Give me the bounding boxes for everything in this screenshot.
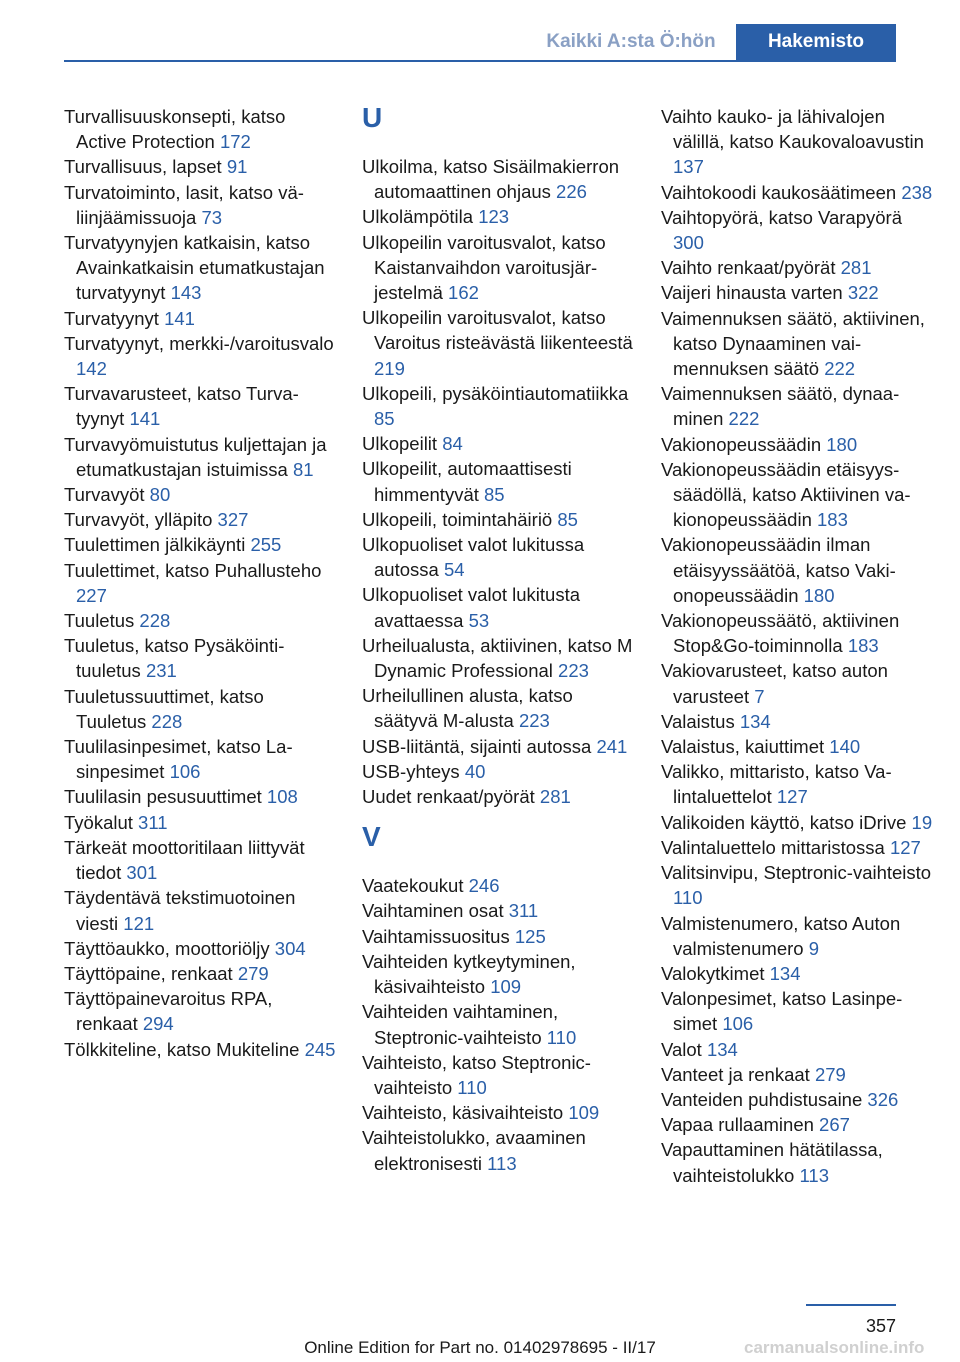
index-entry <box>362 949 636 999</box>
index-entry-text: Tuuletussuuttimet, katso Tuuletus <box>64 685 264 732</box>
index-entry-text: Vakionopeussäätö, aktiivinen Stop&Go-toiminnolla <box>661 610 900 657</box>
index-entry <box>661 911 935 961</box>
index-entry-text: Vaihtokoodi kaukosäätimeen <box>661 181 897 203</box>
index-entry <box>362 784 636 809</box>
page-reference-link[interactable]: 227 <box>76 584 107 606</box>
page-reference-link[interactable]: 304 <box>274 937 306 959</box>
index-entry <box>362 1050 636 1100</box>
page-reference-link[interactable]: 134 <box>706 1038 738 1060</box>
index-entry <box>661 1112 935 1137</box>
index-entry-text: Vakionopeussäädin <box>661 433 822 455</box>
index-entry <box>64 482 338 507</box>
index-entry-text: Vakionopeussäädin ilman etäisyyssäätöä, katso Vakionopeussäädin <box>661 534 896 606</box>
page-reference-link[interactable]: 109 <box>568 1102 600 1124</box>
page-reference-link[interactable]: 228 <box>139 610 171 632</box>
page-reference-link[interactable]: 183 <box>847 635 879 657</box>
page-reference-link[interactable]: 141 <box>129 408 161 430</box>
index-entry <box>362 230 636 306</box>
section-tab[interactable]: Kaikki A:sta Ö:hön <box>546 31 716 52</box>
page-reference-link[interactable]: 127 <box>776 786 808 808</box>
page-reference-link[interactable]: 162 <box>448 282 479 304</box>
index-entry <box>64 154 338 179</box>
page-reference-link[interactable]: 113 <box>799 1164 829 1186</box>
index-entry-text: Työkalut <box>64 811 133 833</box>
index-entry-text: USB-yhteys <box>362 760 460 782</box>
page-reference-link[interactable]: 110 <box>457 1076 487 1098</box>
index-entry <box>661 709 935 734</box>
page-reference-link[interactable]: 134 <box>769 962 801 984</box>
index-entry <box>362 204 636 229</box>
index-entry <box>362 734 636 759</box>
page-reference-link[interactable]: 223 <box>518 710 550 732</box>
index-column-1 <box>64 104 338 1062</box>
index-entry-text: Vaihto kauko- ja lähivalojen välillä, katso Kaukovaloavustin <box>661 106 924 153</box>
index-entry-text: Ulkopuoliset valot lukitusta avattaessa <box>362 584 580 631</box>
index-entry <box>661 961 935 986</box>
page-reference-link[interactable]: 121 <box>123 912 155 934</box>
index-entry <box>661 306 935 382</box>
index-entry-text: Turvatoiminto, lasit, katso väliinjäämissuoja <box>64 181 304 228</box>
index-entry <box>362 381 636 431</box>
page-reference-link[interactable]: 109 <box>490 976 522 998</box>
page-reference-link[interactable]: 294 <box>142 1013 174 1035</box>
page-reference-link[interactable]: 279 <box>814 1063 846 1085</box>
index-entry-text: Täydentävä tekstimuotoinen viesti <box>64 887 296 934</box>
index-entry <box>362 898 636 923</box>
index-entry <box>362 582 636 632</box>
index-entry-text: Ulkopeilit <box>362 433 438 455</box>
index-entry-text: Ulkopeilit, automaattisesti himmentyvät <box>362 458 572 505</box>
index-entry <box>64 986 338 1036</box>
index-entry <box>64 961 338 986</box>
page-reference-link[interactable]: 279 <box>237 962 269 984</box>
index-entry-text: Valikko, mittaristo, katso Valintaluettelot <box>661 761 892 808</box>
page-reference-link[interactable]: 85 <box>557 508 578 530</box>
page-reference-link[interactable]: 180 <box>803 584 835 606</box>
index-entry <box>64 936 338 961</box>
index-entry <box>661 457 935 533</box>
index-entry <box>661 1087 935 1112</box>
page-number: 357 <box>865 1316 896 1336</box>
index-entry-text: Turvatyynyjen katkaisin, katso Avainkatkaisin etumatkustajan turvatyynyt <box>64 232 325 304</box>
index-entry <box>661 205 935 255</box>
index-entry-text: Valikoiden käyttö, katso iDrive <box>661 811 907 833</box>
page-reference-link[interactable]: 246 <box>468 875 500 897</box>
index-entry-text: Vaihto renkaat/pyörät <box>661 257 836 279</box>
index-entry-text: Vaihtopyörä, katso Varapyörä <box>661 206 902 228</box>
index-entry-text: Tuulilasin pesusuuttimet <box>64 786 262 808</box>
index-entry <box>64 1037 338 1062</box>
page-reference-link[interactable]: 85 <box>374 408 395 430</box>
page-reference-link[interactable]: 9 <box>808 937 820 959</box>
page-reference-link[interactable]: 40 <box>464 760 486 782</box>
index-entry <box>661 1037 935 1062</box>
index-entry <box>64 507 338 532</box>
index-entry <box>64 734 338 784</box>
index-entry-text: Vakionopeussäädin etäisyyssäädöllä, katso Aktiivinen vakionopeussäädin <box>661 458 911 531</box>
index-entry <box>362 154 636 204</box>
page-reference-link[interactable]: 219 <box>374 357 405 379</box>
index-entry <box>64 306 338 331</box>
index-entry <box>661 1137 935 1187</box>
index-entry-text: Ulkopuoliset valot lukitussa autossa <box>362 534 585 581</box>
index-entry-text: Turvavarusteet, katso Turvatyynyt <box>64 383 299 430</box>
index-entry <box>64 558 338 608</box>
active-index-tab[interactable]: Hakemisto <box>736 24 896 60</box>
index-entry-text: Täyttöaukko, moottoriöljy <box>64 937 270 959</box>
page-reference-link[interactable]: 300 <box>673 232 704 254</box>
index-entry-text: Ulkopeilin varoitusvalot, katso Varoitus risteävästä liikenteestä <box>362 307 633 354</box>
index-entry-text: Tuuletus <box>64 610 135 632</box>
page-reference-link[interactable]: 281 <box>539 786 571 808</box>
index-entry <box>661 759 935 809</box>
index-entry <box>362 683 636 733</box>
index-entry-text: Ulkolämpötila <box>362 206 474 228</box>
page-reference-link[interactable]: 73 <box>201 206 223 228</box>
index-entry-text: Täyttöpainevaroitus RPA, renkaat <box>64 988 273 1035</box>
index-entry-text: Tuulilasinpesimet, katso Lasinpesimet <box>64 736 293 783</box>
index-entry <box>661 255 935 280</box>
page-reference-link[interactable]: 127 <box>889 836 921 858</box>
index-entry-text: Ulkoilma, katso Sisäilmakierron automaattinen ohjaus <box>362 156 620 203</box>
index-entry-text: Valaistus <box>661 710 735 732</box>
index-entry-text: Valmistenumero, katso Auton valmistenumero <box>661 912 901 959</box>
index-entry-text: Vaihteistolukko, avaaminen elektronisesti <box>362 1127 586 1174</box>
index-entry <box>64 810 338 835</box>
index-entry <box>64 180 338 230</box>
page-reference-link[interactable]: 80 <box>149 484 171 506</box>
header-rule <box>64 60 896 62</box>
page-reference-link[interactable]: 91 <box>226 156 248 178</box>
index-letter-heading: V <box>362 821 381 853</box>
index-entry <box>661 1062 935 1087</box>
index-entry <box>362 873 636 898</box>
page-reference-link[interactable]: 311 <box>138 811 168 833</box>
page-reference-link[interactable]: 143 <box>170 282 202 304</box>
page-reference-link[interactable]: 172 <box>219 131 251 153</box>
index-entry-text: Turvavyöt <box>64 484 145 506</box>
footer-rule <box>806 1304 896 1306</box>
page-reference-link[interactable]: 110 <box>546 1026 577 1048</box>
index-entry <box>362 759 636 784</box>
page-reference-link[interactable]: 125 <box>514 925 546 947</box>
page-reference-link[interactable]: 222 <box>728 408 760 430</box>
index-entry-text: Turvatyynyt <box>64 307 159 329</box>
index-entry <box>64 104 338 154</box>
index-entry-text: Valaistus, kaiuttimet <box>661 736 825 758</box>
page-reference-link[interactable]: 142 <box>76 358 107 380</box>
index-entry-text: Vanteet ja renkaat <box>661 1063 810 1085</box>
index-entry-text: Vaihteiden kytkeytyminen, käsivaihteisto <box>362 950 576 998</box>
index-entry-text: Vaimennuksen säätö, dynaaminen <box>661 383 900 430</box>
index-entry-text: Vaihteisto, katso Steptronic-vaihteisto <box>362 1051 591 1098</box>
index-entry-text: Valintaluettelo mittaristossa <box>661 836 885 858</box>
index-entry <box>661 381 935 431</box>
index-entry-text: Turvallisuus, lapset <box>64 156 222 178</box>
index-entry <box>661 180 935 205</box>
index-entry <box>661 860 935 910</box>
page-reference-link[interactable]: 81 <box>292 458 314 480</box>
index-entry-text: Vaijeri hinausta varten <box>661 282 843 304</box>
index-entry <box>64 633 338 683</box>
page-reference-link[interactable]: 106 <box>722 1013 754 1035</box>
index-entry <box>64 784 338 809</box>
page-reference-link[interactable]: 228 <box>151 710 183 732</box>
index-entry-text: Vapauttaminen hätätilassa, vaihteistolukko <box>661 1139 883 1186</box>
index-entry-text: Turvavyömuistutus kuljettajan ja etumatkustajan istuimissa <box>64 433 327 480</box>
index-entry <box>64 608 338 633</box>
page-header <box>0 0 960 62</box>
page-reference-link[interactable]: 137 <box>673 156 704 178</box>
index-entry <box>64 331 338 381</box>
index-entry-text: Tuulettimet, katso Puhallusteho <box>64 559 322 581</box>
page-reference-link[interactable]: 223 <box>558 660 589 682</box>
index-entry <box>362 507 636 532</box>
page-reference-link[interactable]: 183 <box>817 509 848 531</box>
index-entry-text: Valonpesimet, katso Lasinpesimet <box>661 988 903 1035</box>
page-reference-link[interactable]: 301 <box>126 862 158 884</box>
index-entry <box>661 432 935 457</box>
page-reference-link[interactable]: 231 <box>145 660 177 682</box>
index-entry <box>661 734 935 759</box>
index-entry-text: Vaihteiden vaihtaminen, Steptronic-vaihteisto <box>362 1001 559 1048</box>
page-reference-link[interactable]: 255 <box>250 534 282 556</box>
index-entry-text: Ulkopeili, pysäköintiautomatiikka <box>362 382 629 404</box>
index-entry <box>362 431 636 456</box>
index-entry-text: Täyttöpaine, renkaat <box>64 962 233 984</box>
page-reference-link[interactable]: 85 <box>484 483 505 505</box>
index-entry <box>64 684 338 734</box>
index-entry-text: Tuuletus, katso Pysäköintituuletus <box>64 635 285 682</box>
page-reference-link[interactable]: 140 <box>829 736 861 758</box>
index-entry <box>661 810 935 835</box>
index-entry-text: Tuulettimen jälkikäynti <box>64 534 246 556</box>
index-entry <box>362 1100 636 1125</box>
index-entry <box>64 835 338 885</box>
page-reference-link[interactable]: 123 <box>478 206 510 228</box>
index-entry <box>362 305 636 381</box>
index-entry-text: Uudet renkaat/pyörät <box>362 786 535 808</box>
page-reference-link[interactable]: 7 <box>754 685 765 707</box>
page-reference-link[interactable]: 327 <box>217 509 249 531</box>
index-entry-text: Turvallisuuskonsepti, katso Active Protection <box>64 106 286 153</box>
index-entry-text: Ulkopeili, toimintahäiriö <box>362 508 553 530</box>
index-entry-text: Tärkeät moottoritilaan liittyvät tiedot <box>64 836 305 884</box>
index-entry <box>661 608 935 658</box>
index-entry-text: Urheilullinen alusta, katso säätyvä M-alusta <box>362 685 573 732</box>
page-reference-link[interactable]: 311 <box>508 900 539 922</box>
page-reference-link[interactable]: 326 <box>867 1088 899 1110</box>
index-entry <box>64 381 338 431</box>
index-entry-text: Vakiovarusteet, katso auton varusteet <box>661 660 888 707</box>
page-reference-link[interactable]: 267 <box>819 1114 850 1136</box>
index-column-2 <box>362 104 636 1176</box>
index-entry-text: Vaatekoukut <box>362 875 464 897</box>
index-entry <box>362 633 636 683</box>
page-reference-link[interactable]: 281 <box>840 257 872 279</box>
page-reference-link[interactable]: 241 <box>596 735 628 757</box>
index-entry-text: Ulkopeilin varoitusvalot, katso Kaistanvaihdon varoitusjärjestelmä <box>362 231 606 304</box>
edition-footer: Online Edition for Part no. 01402978695 - II/17 <box>304 1338 656 1357</box>
page-reference-link[interactable]: 226 <box>556 181 587 203</box>
index-entry-text: Tölkkiteline, katso Mukiteline <box>64 1038 300 1060</box>
index-entry-text: Turvatyynyt, merkki-/varoitusvalo <box>64 332 334 354</box>
index-entry <box>362 1125 636 1175</box>
index-entry-text: Vaimennuksen säätö, aktiivinen, katso Dynaaminen vaimennuksen säätö <box>661 307 925 380</box>
page-reference-link[interactable]: 113 <box>487 1152 517 1174</box>
page-reference-link[interactable]: 84 <box>442 433 463 455</box>
index-letter-heading: U <box>362 102 383 133</box>
index-entry <box>661 835 935 860</box>
page-reference-link[interactable]: 53 <box>468 609 490 631</box>
index-entry <box>64 885 338 935</box>
index-entry <box>661 658 935 708</box>
page-reference-link[interactable]: 110 <box>673 887 703 909</box>
index-column-3 <box>661 104 935 1188</box>
index-entry <box>661 104 935 180</box>
page-reference-link[interactable]: 245 <box>304 1038 336 1060</box>
index-entry <box>64 230 338 306</box>
page-reference-link[interactable]: 222 <box>824 358 856 380</box>
index-entry-text: Vanteiden puhdistusaine <box>661 1088 863 1110</box>
page-reference-link[interactable]: 322 <box>847 282 879 304</box>
index-entry-text: Valitsinvipu, Steptronic-vaihteisto <box>661 862 932 884</box>
index-entry-text: Vaihteisto, käsivaihteisto <box>362 1102 564 1124</box>
index-entry-text: Turvavyöt, ylläpito <box>64 509 213 531</box>
index-entry <box>362 532 636 582</box>
index-entry-text: Urheilualusta, aktiivinen, katso M Dynamic Professional <box>362 634 633 682</box>
index-entry-text: USB-liitäntä, sijainti autossa <box>362 735 592 757</box>
index-entry <box>661 280 935 305</box>
index-entry <box>64 532 338 557</box>
index-entry <box>362 999 636 1049</box>
index-entry-text: Vaihtamissuositus <box>362 925 510 947</box>
index-entry-text: Vapaa rullaaminen <box>661 1114 814 1136</box>
index-entry-text: Vaihtaminen osat <box>362 900 504 922</box>
index-entry <box>661 532 935 608</box>
page-reference-link[interactable]: 106 <box>169 761 201 783</box>
index-entry <box>362 456 636 506</box>
index-entry <box>362 924 636 949</box>
page-reference-link[interactable]: 19 <box>911 811 933 833</box>
watermark: carmanualsonline.info <box>744 1338 925 1357</box>
index-entry <box>661 986 935 1036</box>
page-reference-link[interactable]: 134 <box>739 710 771 732</box>
page-reference-link[interactable]: 141 <box>164 307 195 329</box>
page-reference-link[interactable]: 180 <box>826 433 858 455</box>
page-reference-link[interactable]: 238 <box>901 181 933 203</box>
page-reference-link[interactable]: 108 <box>266 786 298 808</box>
index-entry-text: Valokytkimet <box>661 962 765 984</box>
index-entry <box>64 432 338 482</box>
index-entry-text: Valot <box>661 1038 702 1060</box>
page-reference-link[interactable]: 54 <box>443 559 465 581</box>
